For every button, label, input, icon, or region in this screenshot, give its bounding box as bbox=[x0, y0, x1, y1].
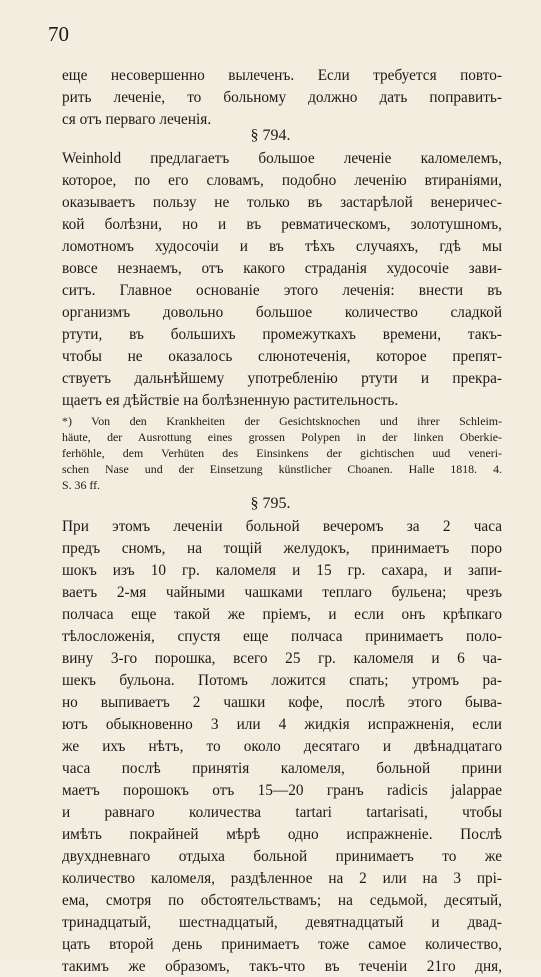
text-line: часа послѣ принятія каломеля, больной прини bbox=[62, 760, 502, 777]
text-line: вину 3-го порошка, всего 25 гр. каломеля и 6 ча- bbox=[62, 650, 502, 667]
text-line: щаетъ ея дѣйствіе на болѣзненную растительность. bbox=[62, 392, 399, 409]
text-line: такимъ же образомъ, такъ-что въ теченіи 21го дня, bbox=[62, 958, 502, 975]
text-line: ютъ обыкновенно 3 или 4 жидкія испражненія, если bbox=[62, 716, 502, 733]
text-line: ртути, въ большихъ промежуткахъ времени, такъ- bbox=[62, 326, 502, 343]
text-line: предъ сномъ, на тощій желудокъ, принимаетъ поро bbox=[62, 540, 502, 557]
text-line: оказываетъ пользу не только въ застарѣлой венеричес- bbox=[62, 194, 502, 211]
text-line: ваетъ 2-мя чайными чашками теплаго бульена; чрезъ bbox=[62, 584, 502, 601]
text-line: и равнаго количества tartari tartarisati, чтобы bbox=[62, 804, 502, 821]
section-heading-795: § 795. bbox=[250, 495, 291, 512]
text-line: шокъ изъ 10 гр. каломеля и 15 гр. сахара, и запи- bbox=[62, 562, 502, 579]
text-line: ствуетъ дальнѣйшему употребленію ртути и прекра- bbox=[62, 370, 502, 387]
text-line: ся отъ перваго леченія. bbox=[62, 111, 212, 128]
text-line: полчаса еще такой же пріемъ, и если онъ крѣпкаго bbox=[62, 606, 502, 623]
page-number: 70 bbox=[48, 22, 69, 46]
text-line: двухдневнаго отдыха больной принимаетъ то же bbox=[62, 848, 502, 865]
text-line: кой болѣзни, но и въ ревматическомъ, золотушномъ, bbox=[62, 216, 502, 233]
text-line: но выпиваетъ 2 чашки кофе, послѣ этого быва- bbox=[62, 694, 502, 711]
text-line: еще несовершенно вылеченъ. Если требуется повто- bbox=[62, 67, 502, 84]
text-line: Weinhold предлагаетъ большое леченіе каломелемъ, bbox=[62, 150, 502, 167]
text-line: маетъ порошокъ отъ 15—20 гранъ radicis jalappae bbox=[62, 782, 502, 799]
text-line: шекъ бульона. Потомъ ложится спать; утромъ ра- bbox=[62, 672, 502, 689]
text-line: тѣлосложенія, спустя еще полчаса принимаетъ поло- bbox=[62, 628, 502, 645]
text-line: же ихъ нѣтъ, то около десятаго и двѣнадцатаго bbox=[62, 738, 502, 755]
text-line: цать второй день принимаетъ тоже самое количество, bbox=[62, 936, 502, 953]
text-line: рить леченіе, то больному должно дать поправить- bbox=[62, 89, 502, 106]
text-line: количество каломеля, раздѣленное на 2 или на 3 прі- bbox=[62, 870, 502, 887]
text-line: которое, по его словамъ, подобно леченію втираніями, bbox=[62, 172, 502, 189]
footnote-line: schen Nase und der Einsetzung künstlicher Choanen. Halle 1818. 4. bbox=[62, 462, 502, 476]
text-line: чтобы не оказалось слюнотеченія, которое препят- bbox=[62, 348, 502, 365]
footnote-line: häute, der Ausrottung eines grossen Polypen in der linken Oberkie- bbox=[62, 430, 502, 444]
text-line: ема, смотря по обстоятельствамъ; на седьмой, десятый, bbox=[62, 892, 502, 909]
footnote-line: ferhöhle, dem Verhüten des Einsinkens der gichtischen uud veneri- bbox=[62, 446, 502, 460]
text-line: ситъ. Главное основаніе этого леченія: внести въ bbox=[62, 282, 502, 299]
footnote-line: *) Von den Krankheiten der Gesichtsknochen und ihrer Schleim- bbox=[62, 414, 502, 428]
text-line: организмъ довольно большое количество сладкой bbox=[62, 304, 502, 321]
footnote-line: S. 36 ff. bbox=[62, 478, 101, 492]
section-heading-794: § 794. bbox=[250, 127, 291, 144]
text-line: При этомъ леченіи больной вечеромъ за 2 часа bbox=[62, 518, 502, 535]
text-line: имѣть покрайней мѣрѣ одно испражненіе. Послѣ bbox=[62, 826, 502, 843]
text-line: ломотномъ худосочіи и въ тѣхъ случаяхъ, гдѣ мы bbox=[62, 238, 502, 255]
text-line: вовсе незнаемъ, отъ какого страданія худосочіе зави- bbox=[62, 260, 502, 277]
text-line: тринадцатый, шестнадцатый, девятнадцатый и двад- bbox=[62, 914, 502, 931]
